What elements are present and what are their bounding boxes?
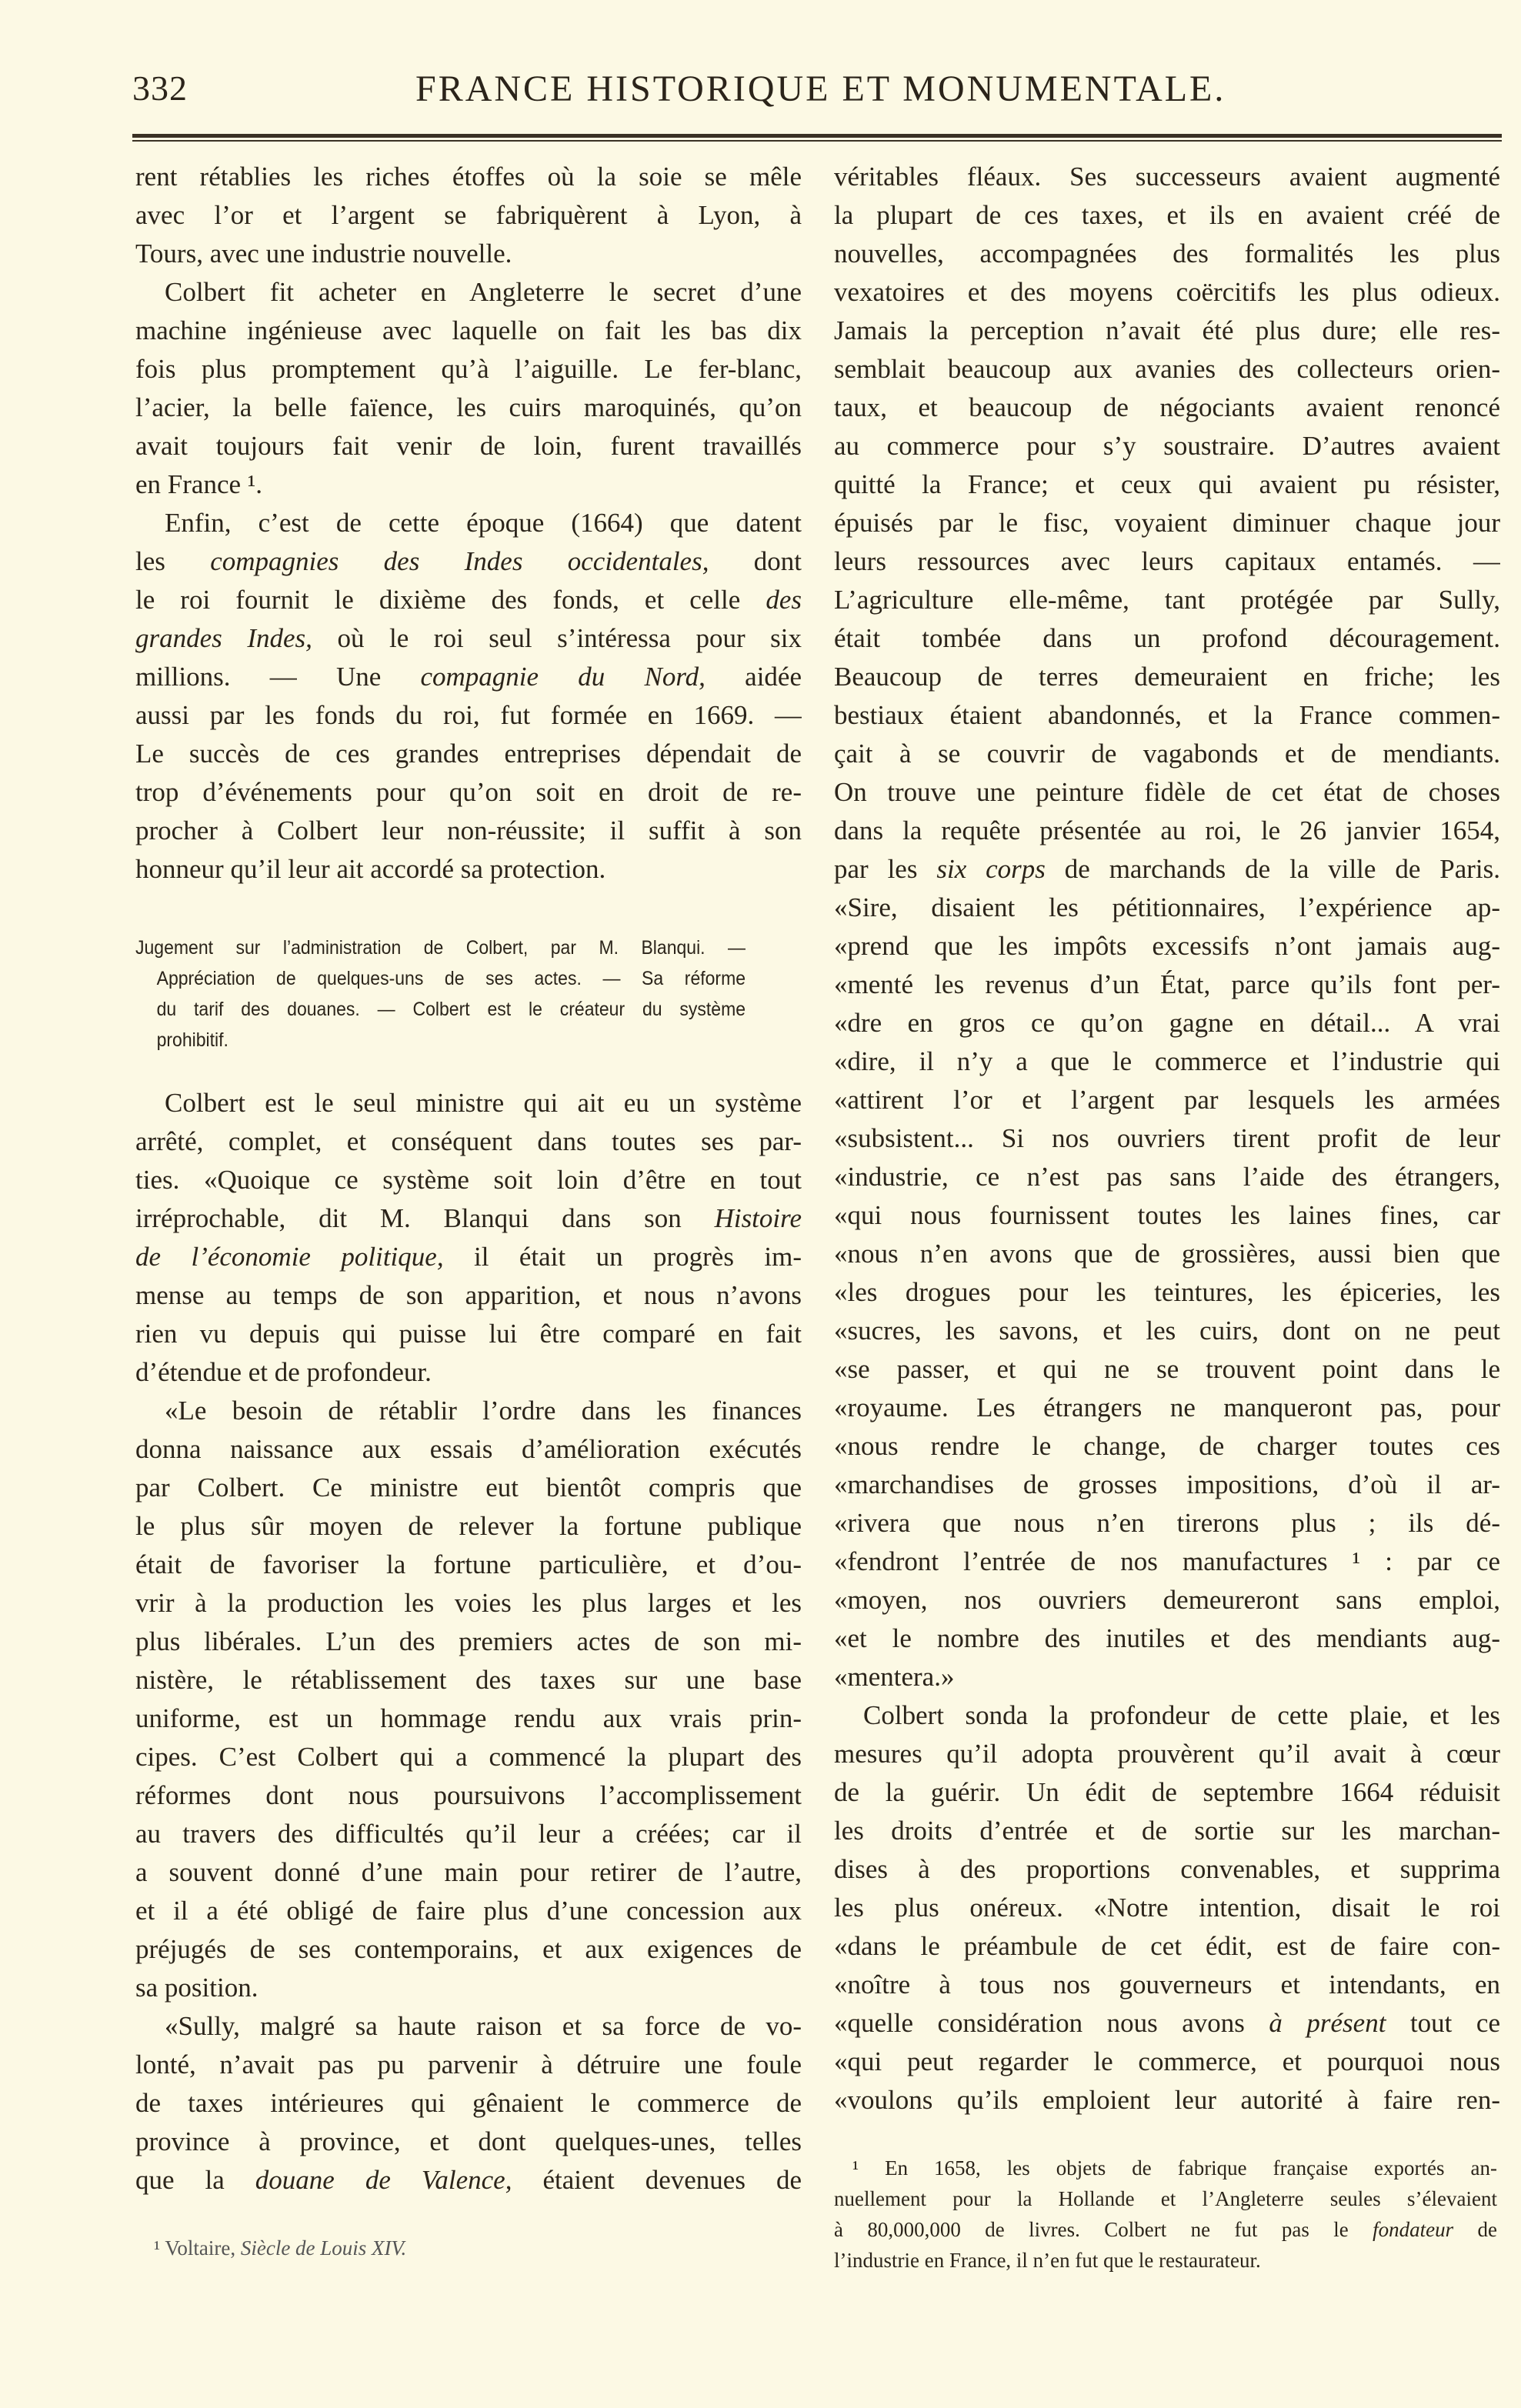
text-run: vexatoires et des moyens coërcitifs les plus odieux.: [834, 277, 1500, 307]
text-run: Colbert fit acheter en Angleterre le secret d’une: [165, 277, 802, 307]
text-run: l’acier, la belle faïence, les cuirs maroquinés, qu’on: [135, 392, 802, 422]
text-run: avait toujours fait venir de loin, furent travaillés: [135, 431, 802, 461]
text-run: le plus sûr moyen de relever la fortune publique: [135, 1511, 802, 1541]
text-line: [135, 1969, 802, 2007]
text-run: par les: [834, 854, 937, 884]
text-line: [135, 1699, 802, 1738]
text-run: «moyen, nos ouvriers demeureront sans emploi,: [834, 1585, 1500, 1615]
italic-text-run: Histoire: [714, 1203, 802, 1233]
text-run: semblait beaucoup aux avanies des collecteurs orien-: [834, 354, 1500, 384]
text-run: de taxes intérieures qui gênaient le commerce de: [135, 2088, 802, 2118]
text-line: [834, 158, 1500, 196]
text-run: Le succès de ces grandes entreprises dépendait de: [135, 739, 802, 769]
text-run: réformes dont nous poursuivons l’accomplissement: [135, 1780, 802, 1810]
text-run: lonté, n’avait pas pu parvenir à détruire une foule: [135, 2049, 802, 2079]
text-line: [135, 581, 802, 619]
text-run: a souvent donné d’une main pour retirer de l’autre,: [135, 1857, 802, 1887]
text-line: [834, 696, 1500, 735]
text-line: [834, 1889, 1500, 1927]
text-line: [135, 773, 802, 812]
text-line: [135, 542, 802, 581]
text-run: à 80,000,000 de livres. Colbert ne fut pas le: [834, 2218, 1373, 2241]
text-line: [135, 1238, 802, 1276]
text-run: «dre en gros ce qu’on gagne en détail... A vrai: [834, 1008, 1500, 1038]
text-line: [135, 196, 802, 235]
text-run: L’agriculture elle-même, tant protégée par Sully,: [834, 585, 1500, 615]
text-run: rien vu depuis qui puisse lui être comparé en fait: [135, 1319, 802, 1349]
text-run: où le roi seul s’intéressa pour six: [312, 623, 802, 653]
text-line: [135, 1315, 802, 1353]
text-run: nuellement pour la Hollande et l’Angleterre seules s’élevaient: [834, 2187, 1497, 2210]
text-line: [834, 850, 1500, 889]
text-run: épuisés par le fisc, voyaient diminuer chaque jour: [834, 508, 1500, 538]
text-run: «nous rendre le change, de charger toutes ces: [834, 1431, 1500, 1461]
text-run: vrir à la production les voies les plus larges et les: [135, 1588, 802, 1618]
text-run: «dire, il n’y a que le commerce et l’industrie qui: [834, 1046, 1500, 1076]
text-line: [834, 889, 1500, 927]
text-run: «industrie, ce n’est pas sans l’aide des étrangers,: [834, 1162, 1500, 1192]
text-run: mesures qu’il adopta prouvèrent qu’il avait à cœur: [834, 1739, 1500, 1769]
summary-line: Jugement sur l’administration de Colbert, par M. Blanqui. —: [135, 937, 746, 959]
text-line: [135, 158, 802, 196]
text-line: [834, 735, 1500, 773]
left-column-block-2: [135, 1084, 802, 2200]
text-run: ¹ Voltaire,: [154, 2236, 241, 2260]
text-line: [135, 850, 802, 889]
text-run: dont: [709, 546, 802, 576]
italic-text-run: compagnie du Nord,: [420, 662, 705, 692]
text-line: [834, 812, 1500, 850]
text-run: irréprochable, dit M. Blanqui dans son: [135, 1203, 715, 1233]
text-run: étaient devenues de: [512, 2165, 802, 2195]
text-line: [135, 696, 802, 735]
text-run: Beaucoup de terres demeuraient en friche; les: [834, 662, 1500, 692]
text-line: [135, 1853, 802, 1892]
text-run: sa position.: [135, 1973, 259, 2003]
text-line: [135, 1930, 802, 1969]
text-run: le roi fournit le dixième des fonds, et celle: [135, 585, 766, 615]
text-line: [834, 1158, 1500, 1196]
text-line: [834, 1735, 1500, 1773]
text-run: Jamais la perception n’avait été plus dure; elle res-: [834, 315, 1500, 345]
text-run: ties. «Quoique ce système soit loin d’être en tout: [135, 1165, 802, 1195]
text-run: que la: [135, 2165, 255, 2195]
text-run: «Sire, disaient les pétitionnaires, l’expérience ap-: [834, 892, 1500, 922]
text-line: [834, 1119, 1500, 1158]
text-line: [135, 389, 802, 427]
text-line: [834, 1696, 1500, 1735]
italic-text-run: compagnies des Indes occidentales,: [210, 546, 709, 576]
left-column-block-1: [135, 158, 802, 889]
text-line: [834, 2043, 1500, 2081]
text-line: [834, 1466, 1500, 1504]
text-line: [834, 1004, 1500, 1042]
text-run: donna naissance aux essais d’amélioration exécutés: [135, 1434, 802, 1464]
text-line: [135, 235, 802, 273]
text-run: «Le besoin de rétablir l’ordre dans les finances: [165, 1396, 802, 1426]
text-line: [834, 1196, 1500, 1235]
text-run: par Colbert. Ce ministre eut bientôt compris que: [135, 1472, 802, 1502]
text-line: [135, 735, 802, 773]
text-line: [834, 619, 1500, 658]
text-run: On trouve une peinture fidèle de cet état de choses: [834, 777, 1500, 807]
text-line: [135, 1122, 802, 1161]
text-line: [135, 1084, 802, 1122]
text-run: «les drogues pour les teintures, les épiceries, les: [834, 1277, 1500, 1307]
text-line: [135, 1623, 802, 1661]
text-run: aussi par les fonds du roi, fut formée en 1669. —: [135, 700, 802, 730]
text-run: nistère, le rétablissement des taxes sur une base: [135, 1665, 802, 1695]
text-run: «prend que les impôts excessifs n’ont jamais aug-: [834, 931, 1500, 961]
text-line: [834, 1543, 1500, 1581]
text-run: au travers des difficultés qu’il leur a créées; car il: [135, 1819, 802, 1849]
summary-line: Appréciation de quelques-uns de ses actes. — Sa réforme: [156, 968, 746, 989]
text-run: honneur qu’il leur ait accordé sa protection.: [135, 854, 606, 884]
italic-text-run: grandes Indes,: [135, 623, 312, 653]
text-line: [154, 2233, 615, 2263]
text-line: [135, 2161, 802, 2200]
text-run: de: [1453, 2218, 1497, 2241]
text-run: arrêté, complet, et conséquent dans toutes ses par-: [135, 1126, 802, 1156]
text-run: «rivera que nous n’en tirerons plus ; ils dé-: [834, 1508, 1500, 1538]
text-line: [834, 773, 1500, 812]
text-run: de marchands de la ville de Paris.: [1045, 854, 1500, 884]
text-line: [834, 1773, 1500, 1812]
text-line: [834, 2004, 1500, 2043]
text-run: «menté les revenus d’un État, parce qu’ils font per-: [834, 969, 1500, 999]
italic-text-run: Siècle de Louis XIV.: [240, 2236, 407, 2260]
italic-text-run: des: [766, 585, 802, 615]
text-run: «voulons qu’ils emploient leur autorité à faire ren-: [834, 2085, 1500, 2115]
text-line: [135, 619, 802, 658]
text-run: les plus onéreux. «Notre intention, disait le roi: [834, 1893, 1500, 1923]
text-line: [135, 2007, 802, 2046]
right-footnote: [834, 2153, 1497, 2276]
italic-text-run: douane de Valence,: [255, 2165, 512, 2195]
text-line: [834, 966, 1500, 1004]
text-line: [834, 2081, 1500, 2120]
text-line: [834, 1350, 1500, 1389]
text-run: mense au temps de son apparition, et nous n’avons: [135, 1280, 802, 1310]
text-run: nouvelles, accompagnées des formalités les plus: [834, 238, 1500, 268]
text-run: aidée: [705, 662, 802, 692]
text-run: «qui peut regarder le commerce, et pourquoi nous: [834, 2046, 1500, 2076]
text-line: [834, 1042, 1500, 1081]
text-run: il était un progrès im-: [443, 1242, 802, 1272]
text-line: [834, 196, 1500, 235]
text-run: «sucres, les savons, et les cuirs, dont on ne peut: [834, 1316, 1500, 1346]
italic-text-run: à présent: [1269, 2008, 1386, 2038]
text-run: Tours, avec une industrie nouvelle.: [135, 238, 512, 268]
text-run: «fendront l’entrée de nos manufactures ¹ : par ce: [834, 1546, 1500, 1576]
text-line: [834, 658, 1500, 696]
text-line: [135, 1353, 802, 1392]
text-line: [834, 504, 1500, 542]
text-run: taux, et beaucoup de négociants avaient renoncé: [834, 392, 1500, 422]
text-line: [834, 1581, 1500, 1619]
text-line: [834, 1619, 1500, 1658]
text-run: leurs ressources avec leurs capitaux entamés. —: [834, 546, 1500, 576]
text-run: «noître à tous nos gouverneurs et intendants, en: [834, 1969, 1500, 1999]
text-line: [135, 350, 802, 389]
text-line: [834, 1273, 1500, 1312]
right-column: [834, 158, 1500, 2120]
text-run: millions. — Une: [135, 662, 421, 692]
text-line: [834, 273, 1500, 312]
text-line: [834, 1850, 1500, 1889]
text-line: [834, 1966, 1500, 2004]
text-run: trop d’événements pour qu’on soit en droit de re-: [135, 777, 802, 807]
text-run: machine ingénieuse avec laquelle on fait les bas dix: [135, 315, 802, 345]
text-run: tout ce: [1386, 2008, 1500, 2038]
text-run: «subsistent... Si nos ouvriers tirent profit de leur: [834, 1123, 1500, 1153]
text-line: [834, 581, 1500, 619]
text-run: au commerce pour s’y soustraire. D’autres avaient: [834, 431, 1500, 461]
text-run: les: [135, 546, 211, 576]
italic-text-run: fondateur: [1373, 2218, 1454, 2241]
text-run: Enfin, c’est de cette époque (1664) que datent: [165, 508, 802, 538]
text-run: «quelle considération nous avons: [834, 2008, 1269, 2038]
text-run: «marchandises de grosses impositions, d’où il ar-: [834, 1469, 1500, 1499]
text-line: [135, 2084, 802, 2123]
text-run: «nous n’en avons que de grossières, aussi bien que: [834, 1239, 1500, 1269]
text-line: [135, 1507, 802, 1546]
text-line: [834, 312, 1500, 350]
text-run: de la guérir. Un édit de septembre 1664 réduisit: [834, 1777, 1500, 1807]
text-line: [135, 273, 802, 312]
text-run: «mentera.»: [834, 1662, 955, 1692]
text-line: [135, 1584, 802, 1623]
text-line: [834, 1658, 1500, 1696]
text-line: [135, 1392, 802, 1430]
text-run: Colbert est le seul ministre qui ait eu un système: [165, 1088, 802, 1118]
text-line: [834, 1427, 1500, 1466]
text-line: [135, 1161, 802, 1199]
text-line: [135, 2123, 802, 2161]
text-line: [135, 1661, 802, 1699]
text-line: [834, 1235, 1500, 1273]
left-footnote: [154, 2233, 615, 2263]
text-line: [834, 927, 1500, 966]
text-run: l’industrie en France, il n’en fut que le restaurateur.: [834, 2249, 1261, 2272]
text-run: la plupart de ces taxes, et ils en avaient créé de: [834, 200, 1500, 230]
text-run: dises à des proportions convenables, et supprima: [834, 1854, 1500, 1884]
text-line: [834, 389, 1500, 427]
text-line: [834, 465, 1500, 504]
text-run: bestiaux étaient abandonnés, et la France commen-: [834, 700, 1500, 730]
text-run: procher à Colbert leur non-réussite; il suffit à son: [135, 815, 802, 845]
text-run: province à province, et dont quelques-unes, telles: [135, 2126, 802, 2156]
text-run: ¹ En 1658, les objets de fabrique française exportés an-: [852, 2156, 1497, 2180]
chapter-summary: [135, 932, 745, 1056]
text-run: «se passer, et qui ne se trouvent point dans le: [834, 1354, 1500, 1384]
text-run: dans la requête présentée au roi, le 26 janvier 1654,: [834, 815, 1500, 845]
text-run: «attirent l’or et l’argent par lesquels les armées: [834, 1085, 1500, 1115]
text-line: [834, 1081, 1500, 1119]
text-line: [834, 2214, 1497, 2245]
text-line: [135, 1815, 802, 1853]
text-run: rent rétablies les riches étoffes où la soie se mêle: [135, 162, 802, 192]
text-line: [135, 1430, 802, 1469]
text-line: [135, 312, 802, 350]
text-line: [135, 2046, 802, 2084]
text-line: [834, 235, 1500, 273]
text-line: [834, 427, 1500, 465]
text-run: préjugés de ses contemporains, et aux exigences de: [135, 1934, 802, 1964]
text-line: [135, 1469, 802, 1507]
text-run: plus libérales. L’un des premiers actes de son mi-: [135, 1626, 802, 1656]
text-line: [135, 1738, 802, 1776]
text-run: «dans le préambule de cet édit, est de faire con-: [834, 1931, 1500, 1961]
text-line: [135, 658, 802, 696]
text-run: uniforme, est un hommage rendu aux vrais prin-: [135, 1703, 802, 1733]
text-line: [834, 2245, 1497, 2276]
text-run: en France ¹.: [135, 469, 263, 499]
text-run: véritables fléaux. Ses successeurs avaient augmenté: [834, 162, 1500, 192]
page-number: 332: [132, 68, 188, 108]
text-line: [834, 1389, 1500, 1427]
text-line: [834, 542, 1500, 581]
text-run: était tombée dans un profond découragement.: [834, 623, 1500, 653]
text-run: çait à se couvrir de vagabonds et de mendiants.: [834, 739, 1500, 769]
text-line: [135, 812, 802, 850]
text-line: [834, 2153, 1497, 2183]
italic-text-run: de l’économie politique,: [135, 1242, 444, 1272]
text-line: [834, 1312, 1500, 1350]
text-run: cipes. C’est Colbert qui a commencé la plupart des: [135, 1742, 802, 1772]
text-run: «Sully, malgré sa haute raison et sa force de vo-: [165, 2011, 802, 2041]
text-run: «et le nombre des inutiles et des mendiants aug-: [834, 1623, 1500, 1653]
text-run: les droits d’entrée et de sortie sur les marchan-: [834, 1816, 1500, 1846]
text-line: [135, 1776, 802, 1815]
header-rule-thin: [132, 140, 1502, 142]
text-run: avec l’or et l’argent se fabriquèrent à Lyon, à: [135, 200, 802, 230]
text-run: était de favoriser la fortune particulière, et d’ou-: [135, 1549, 802, 1579]
text-line: [135, 1276, 802, 1315]
text-line: [135, 465, 802, 504]
text-line: [135, 427, 802, 465]
header-rule-thick: [132, 134, 1502, 138]
text-line: [834, 1504, 1500, 1543]
text-line: [834, 1927, 1500, 1966]
text-line: [834, 2183, 1497, 2214]
running-title: FRANCE HISTORIQUE ET MONUMENTALE.: [415, 68, 1226, 109]
summary-line: du tarif des douanes. — Colbert est le créateur du système: [156, 999, 746, 1020]
text-line: [135, 504, 802, 542]
text-run: quitté la France; et ceux qui avaient pu résister,: [834, 469, 1500, 499]
italic-text-run: six corps: [936, 854, 1046, 884]
text-run: fois plus promptement qu’à l’aiguille. Le fer-blanc,: [135, 354, 802, 384]
text-run: «qui nous fournissent toutes les laines fines, car: [834, 1200, 1500, 1230]
text-run: et il a été obligé de faire plus d’une concession aux: [135, 1896, 802, 1926]
summary-line: prohibitif.: [156, 1029, 228, 1051]
text-run: d’étendue et de profondeur.: [135, 1357, 432, 1387]
text-line: [135, 1199, 802, 1238]
text-run: «royaume. Les étrangers ne manqueront pas, pour: [834, 1392, 1500, 1422]
text-line: [834, 350, 1500, 389]
text-line: [834, 1812, 1500, 1850]
text-run: Colbert sonda la profondeur de cette plaie, et les: [863, 1700, 1500, 1730]
text-line: [135, 1546, 802, 1584]
text-line: [135, 1892, 802, 1930]
